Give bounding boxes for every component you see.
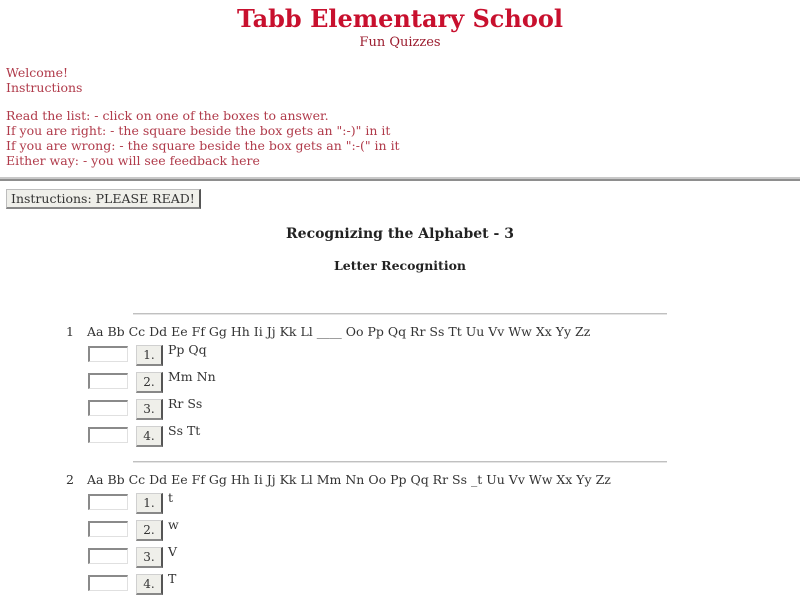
- answer-text: Pp Qq: [168, 342, 207, 357]
- quiz-title: Recognizing the Alphabet - 3: [286, 226, 514, 242]
- answer-button-3[interactable]: 3.: [136, 547, 163, 568]
- feedback-box: [88, 548, 128, 564]
- answer-text: V: [168, 544, 178, 559]
- instructions-button[interactable]: Instructions: PLEASE READ!: [6, 189, 201, 209]
- feedback-box: [88, 346, 128, 362]
- divider: [0, 177, 800, 181]
- answer-text: Ss Tt: [168, 423, 201, 438]
- feedback-box: [88, 521, 128, 537]
- question-number: 2: [66, 472, 74, 487]
- answer-text: T: [168, 571, 177, 586]
- feedback-box: [88, 400, 128, 416]
- answer-button-4[interactable]: 4.: [136, 426, 163, 447]
- question-text: Aa Bb Cc Dd Ee Ff Gg Hh Ii Jj Kk Ll Mm Nn Oo Pp Qq Rr Ss _t Uu Vv Ww Xx Yy Zz: [87, 472, 611, 487]
- answer-text: w: [168, 517, 179, 532]
- answer-button-3[interactable]: 3.: [136, 399, 163, 420]
- quiz-subtitle: Letter Recognition: [334, 258, 466, 273]
- spacer: [6, 95, 400, 108]
- answer-button-2[interactable]: 2.: [136, 372, 163, 393]
- question-text: Aa Bb Cc Dd Ee Ff Gg Hh Ii Jj Kk Ll ____ Oo Pp Qq Rr Ss Tt Uu Vv Ww Xx Yy Zz: [87, 324, 591, 339]
- question-prompt: [66, 472, 611, 488]
- feedback-box: [88, 427, 128, 443]
- site-subtitle: Fun Quizzes: [359, 35, 441, 50]
- answer-text: t: [168, 490, 174, 505]
- welcome-text: Welcome!: [6, 65, 69, 80]
- feedback-line: Either way: - you will see feedback here: [6, 153, 260, 168]
- feedback-box: [88, 494, 128, 510]
- instruction-line: If you are wrong: - the square beside the box gets an ":-(" in it: [6, 138, 400, 153]
- answer-text: Mm Nn: [168, 369, 216, 384]
- answer-button-1[interactable]: 1.: [136, 345, 163, 366]
- question-number: 1: [66, 324, 74, 339]
- answer-text: Rr Ss: [168, 396, 203, 411]
- feedback-box: [88, 373, 128, 389]
- intro-section: [6, 65, 400, 168]
- instruction-line: If you are right: - the square beside the box gets an ":-)" in it: [6, 123, 391, 138]
- question-prompt: [66, 324, 590, 340]
- feedback-box: [88, 575, 128, 591]
- answer-button-1[interactable]: 1.: [136, 493, 163, 514]
- instructions-heading: Instructions: [6, 80, 83, 95]
- answer-button-2[interactable]: 2.: [136, 520, 163, 541]
- site-title: Tabb Elementary School: [237, 4, 563, 33]
- answer-button-4[interactable]: 4.: [136, 574, 163, 595]
- instruction-line: Read the list: - click on one of the boxes to answer.: [6, 108, 329, 123]
- question-separator: [133, 461, 667, 463]
- question-separator: [133, 313, 667, 315]
